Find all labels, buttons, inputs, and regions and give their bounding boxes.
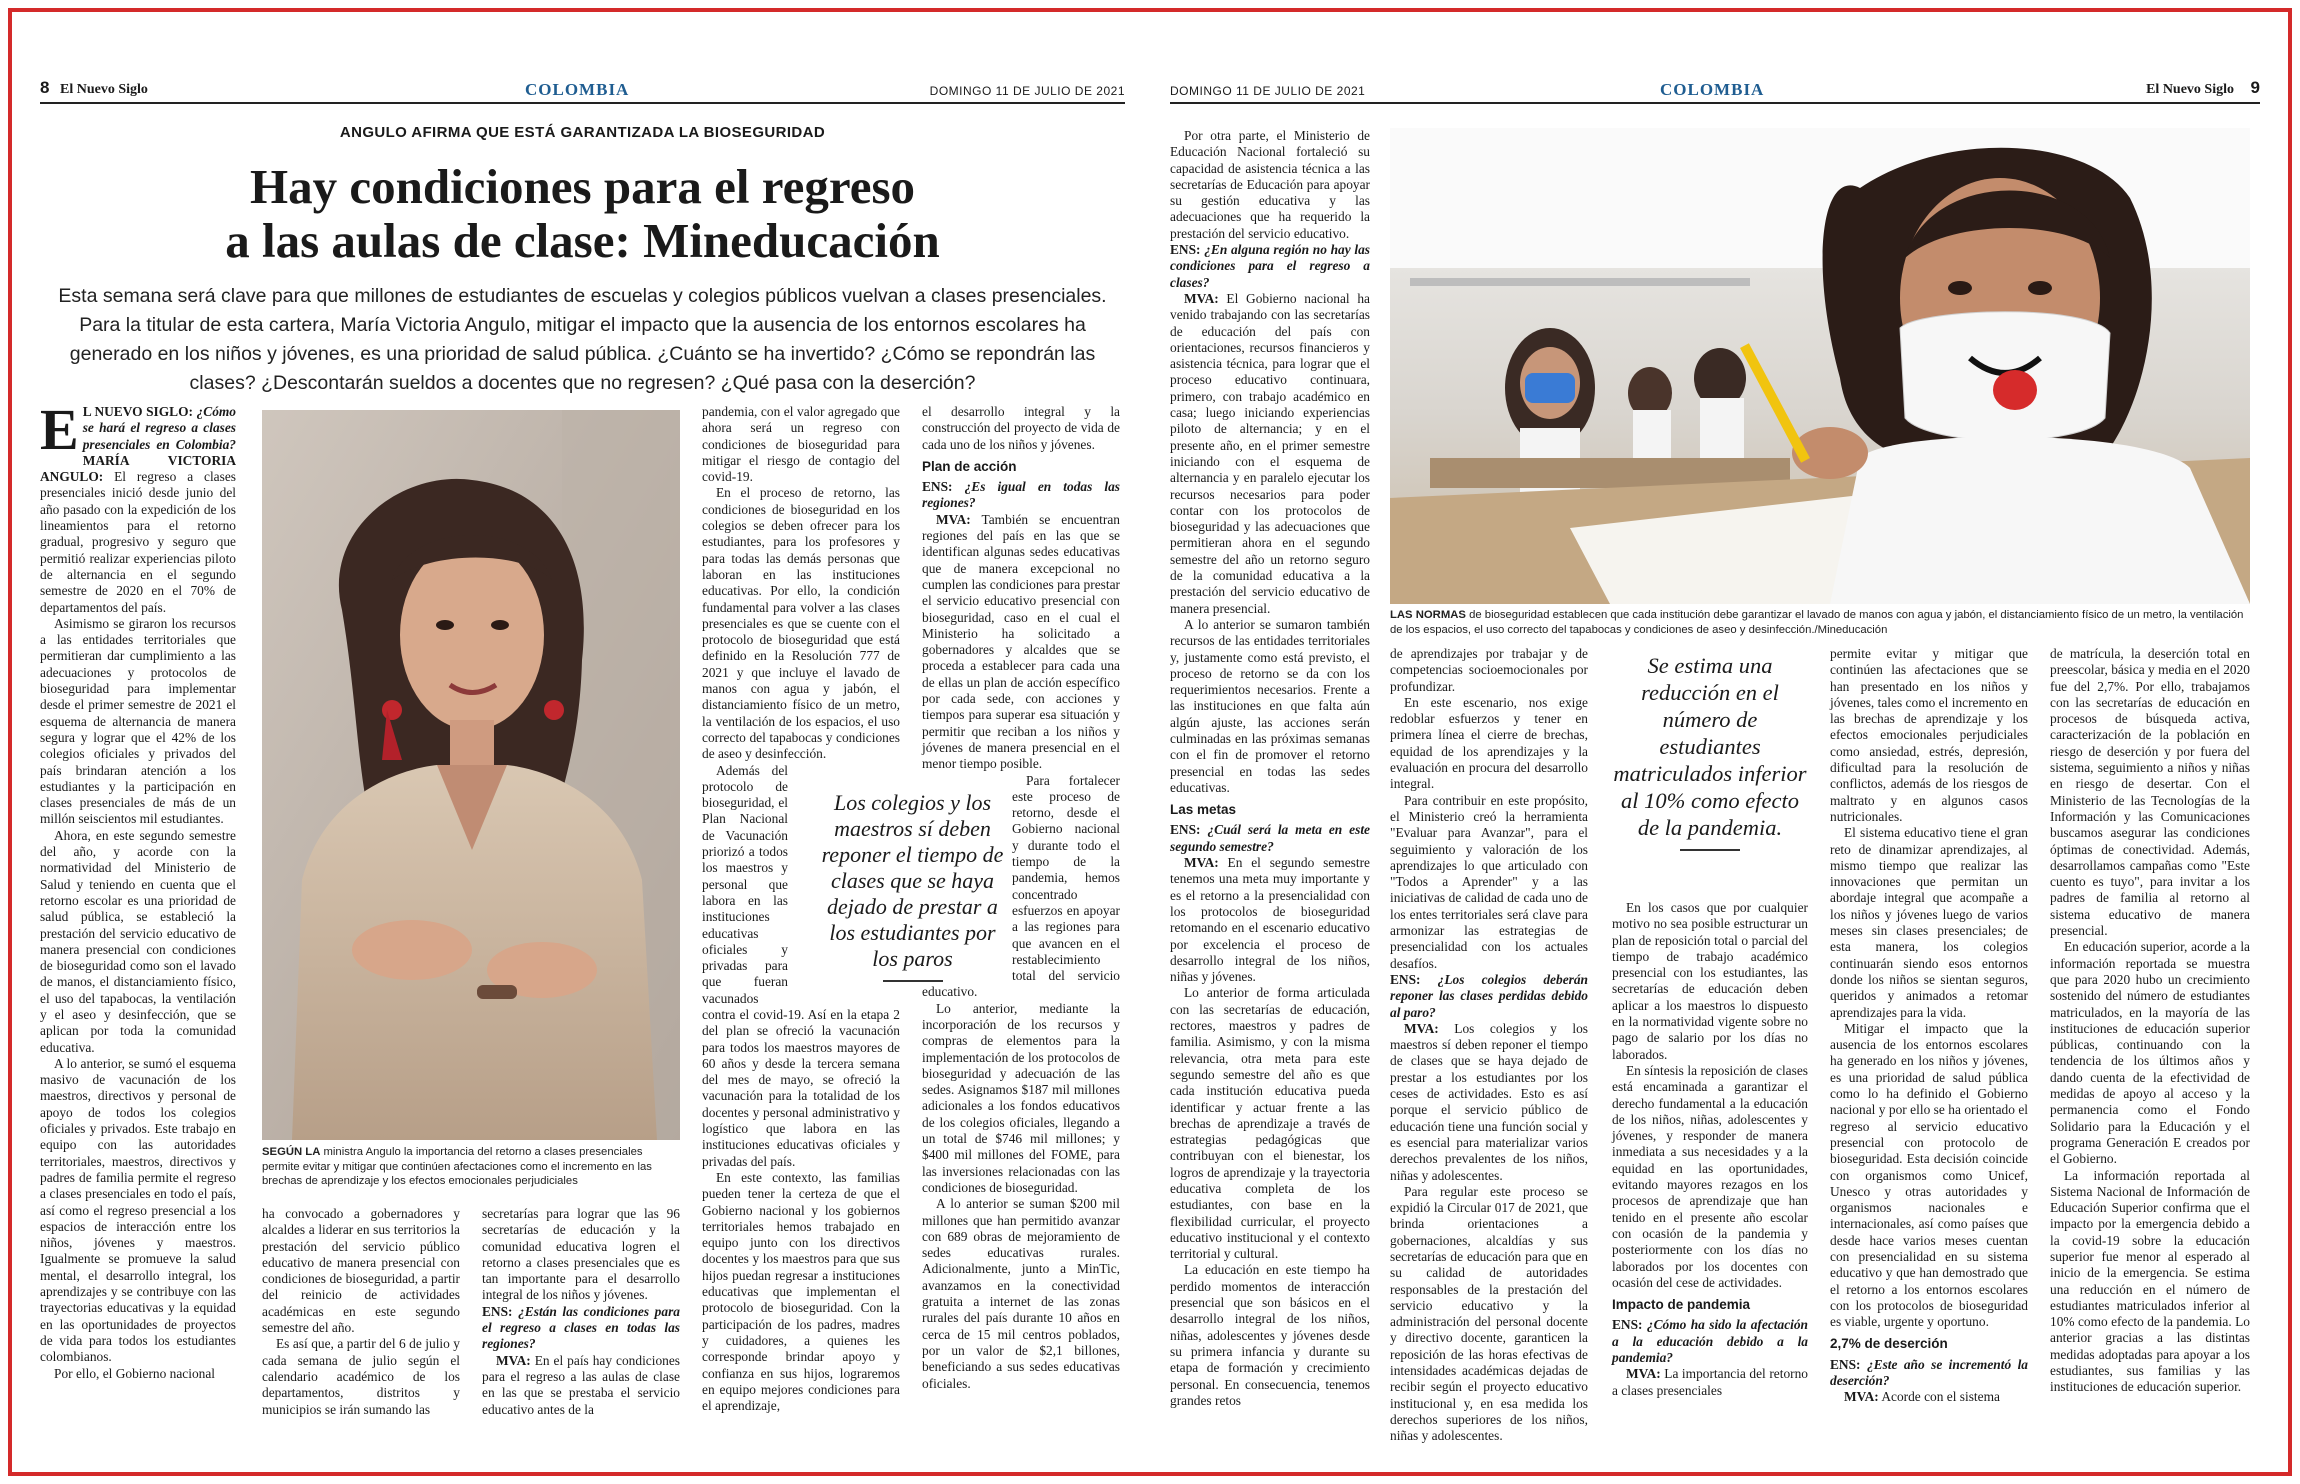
paragraph: En este escenario, nos exige redoblar esfuerzos y tener en primera línea el cierre de brechas, equidad de los aprendizajes y la evaluación en procura del desarrollo integral. [1390,694,1588,792]
subheading: Impacto de pandemia [1612,1297,1751,1313]
question: ¿Este año se incrementó la deserción? [1830,1356,2028,1389]
answer: En el país hay condiciones para el regreso a las aulas de clase en las que se prestaba el servicio educativo antes de la [482,1352,680,1417]
question-label: ENS: [1612,1317,1643,1333]
paragraph: de matrícula, la deserción total en preescolar, básica y media en el 2020 fue del 2,7%. Por ello, trabajamos con las secretarías de educación en procesos de búsqueda activa, caracterización de la población en riesgo de deserción y por fuera del sistema, seguimiento a niños y niñas en riesgo de desertar. Con el Ministerio de las Tecnologías de la Información y las Comunicaciones buscamos asegurar las condiciones óptimas de conectividad. Además, desarrollamos campañas como "Este cuento es tuyo", para invitar a los padres de familia al retorno al sistema educativo de manera presencial. [2050,646,2250,939]
article-deck: Esta semana será clave para que millones de estudiantes de escuelas y colegios públicos vuelvan a clases presenciales. Para la titular de esta cartera, María Victoria Angulo, mitigar el impacto que la ausencia de los entornos escolares ha generado en los niños y jóvenes, es una prioridad de salud pública. ¿Cuánto se ha invertido? ¿Cómo se repondrán las clases? ¿Descontarán sueldos a docentes que no regresen? ¿Qué pasa con la deserción? [58,285,1107,394]
question: ¿Cómo ha sido la afectación a la educación debido a la pandemia? [1612,1317,1808,1366]
article-kicker: ANGULO AFIRMA QUE ESTÁ GARANTIZADA LA BIOSEGURIDAD [339,124,826,141]
minister-portrait-photo [262,410,680,1140]
paragraph: secretarías para lograr que las 96 secretarías de educación y la comunidad educativa logren el retorno a clases presenciales que es tan importante para el desarrollo integral de los niños y jóvenes. [482,1206,680,1303]
question: ¿Los colegios deberán reponer las clases perdidas debido al paro? [1390,971,1588,1020]
paragraph: Por otra parte, el Ministerio de Educación Nacional fortaleció su capacidad de asistencia técnica a las secretarías de Educación para apoyar su gestión educativa y las adecuaciones que ha requerido la prestación del servicio educativo. [1170,128,1370,241]
paragraph: A lo anterior se sumaron también recursos de las entidades territoriales y, justamente como está previsto, el proceso de retorno se da con los requerimientos necesarios. Frente a las instituciones en que falta aún algún ajuste, las acciones serán culminadas en las próximas semanas con el fin de promover el retorno presencial en todas las sedes educativas. [1170,616,1370,795]
portrait-caption [262,1145,680,1189]
classroom-illustration [1390,128,2250,604]
headline-line-1: Hay condiciones para el regreso [249,159,916,214]
lead-question: ¿Cómo se hará el regreso a clases presenciales en Colombia? [82,404,236,452]
pull-quote-text: Los colegios y los maestros sí deben reponer el tiempo de clases que se haya dejado de prestar a los estudiantes por los paros [821,790,1004,971]
answer: Los colegios y los maestros sí deben reponer el tiempo de clases que se haya dejado de prestar a los estudiantes por los ceses de actividades. Esto es así porque el servicio público de educación tiene una función social y es esencial para materializar varios derechos prevalentes de los niños, niñas y adolescentes. [1390,1020,1588,1183]
caption-lead: SEGÚN LA [262,1146,321,1158]
left-running-header [40,74,1125,104]
paragraph: En síntesis la reposición de clases está encaminada a garantizar el derecho fundamental a la educación de los niños, niñas, adolescentes y jóvenes, y responder de manera inmediata a sus necesidades y a la equidad en las oportunidades, evitando mayores rezagos en los procesos de aprendizaje que han tenido en el presente año escolar con ocasión de la pandemia y posteriormente con los días no laborados por los docentes con ocasión del cese de actividades. [1612,1062,1808,1290]
answer-label: MVA: [1184,855,1219,871]
left-date: DOMINGO 11 DE JULIO DE 2021 [929,84,1125,98]
answer: El Gobierno nacional ha venido trabajando con las secretarías de educación del país con orientaciones, recursos financieros y asistencia técnica, para lograr que el proceso educativo continuara, primero, con trabajo académico en casa; luego iniciando experiencias piloto de alternancia; y en el presente año, en el primer semestre iniciando con el esquema de alternancia y en paralelo ejecutar los recursos necesarios para poder contar con los protocolos de bioseguridad y las adecuaciones que permitieran ahora en el segundo semestre del año un retorno seguro de la comunidad educativa a la prestación del servicio educativo de manera presencial. [1170,290,1370,616]
right-date: DOMINGO 11 DE JULIO DE 2021 [1170,84,1366,98]
right-column-4 [1830,646,2028,1416]
paragraph: En los casos que por cualquier motivo no sea posible estructurar un plan de reposición total o parcial del tiempo de trabajo académico presencial con los estudiantes, las secretarías de educación deben aplicar a los maestros lo dispuesto en la normatividad vigente sobre no pago de salario por los días no laborados. [1612,900,1808,1062]
paragraph: A lo anterior, se sumó el esquema masivo de vacunación de los maestros, directivos y personal de apoyo de todos los colegios oficiales y privados. Este trabajo en equipo con las autoridades territoriales, maestros, directivos y padres de familia permite el regreso a clases presenciales en todo el país, así como el regreso presencial a los espacios de interacción entre los niños, jóvenes y maestros. Igualmente se promueve la salud mental, el desarrollo integral, los aprendizajes y se contribuye con las trayectorias educativas y la equidad en las oportunidades de proyectos de vida para todos los estudiantes colombianos. [40,1055,236,1365]
right-column-5 [2050,646,2250,1416]
answer-label: MVA: [1626,1366,1661,1382]
right-running-header [1170,74,2260,104]
answer-label: MVA: [1184,290,1219,306]
paragraph: pandemia, con el valor agregado que ahora será un regreso con condiciones de bioseguridad para mitigar el riesgo de contagio del covid-19. [702,404,900,485]
right-column-1 [1170,128,1370,1416]
question: ¿Es igual en todas las regiones? [922,479,1120,511]
answer-label: MARÍA VICTORIA ANGULO: [40,452,236,485]
caption-lead: LAS NORMAS [1390,609,1466,621]
left-column-3 [482,1206,680,1416]
pull-quote-text: Se estima una reducción en el número de estudiantes matriculados inferior al 10% como efecto de la pandemia. [1613,653,1807,840]
question-label: ENS: [1170,242,1201,258]
classroom-caption [1390,608,2250,637]
paragraph: permite evitar y mitigar que continúen las afectaciones que se han presentado en los niños y jóvenes, tales como el incremento en las brechas de aprendizaje y los efectos emocionales perjudiciales como ansiedad, estrés, depresión, dificultad para la resolución de conflictos, además de los riesgos de maltrato y en algunos casos nutricionales. [1830,646,2028,824]
paragraph: Es así que, a partir del 6 de julio y cada semana de julio según el calendario académico de los departamentos, distritos y municipios se irán sumando las [262,1336,460,1417]
paragraph: En el proceso de retorno, las condiciones de bioseguridad en los colegios se deben ofrecer para los estudiantes, para los profesores y para todas las demás personas que laboran en las instituciones educativas. Por ello, la condición fundamental para volver a las clases presenciales es que se cuente con el protocolo de bioseguridad que está definido en la Resolución 777 de 2021 y que incluye el lavado de manos con agua y jabón, el distanciamiento físico de un metro, la ventilación de los espacios, el uso correcto del tapabocas y condiciones de aseo y desinfección. [702,485,900,762]
subheading: 2,7% de deserción [1830,1336,1948,1352]
caption-text: de bioseguridad establecen que cada institución debe garantizar el lavado de manos con agua y jabón, el distanciamiento físico de un metro, la ventilación de los espacios, el uso correcto del tapabocas y condiciones de aseo y desinfección./Mineducación [1390,609,2244,636]
answer: También se encuentran regiones del país en las que se identifican algunas sedes educativas que de manera excepcional no cumplen las condiciones para prestar el servicio educativo presencial con bioseguridad, caso en el cual el Ministerio ha solicitado a gobernadores y alcaldes que se proceda a establecer para cada una de ellas un plan de acción específico por cada sede, con acciones y tiempos para superar esa situación y permitir que reciban a los niños y jóvenes de manera presencial en el menor tiempo posible. [922,511,1120,772]
question-label: ENS: [1830,1356,1861,1372]
paragraph: Para regular este proceso se expidió la Circular 017 de 2021, que brinda orientaciones a gobernaciones, alcaldías y sus secretarías de educación para que en su calidad de autoridades responsables de la prestación del servicio educativo y la administración del personal docente y directivo docente, garanticen la reposición de las horas efectivas de intensidades académicas dejadas de recibir según el proyecto educativo institucional y, en esa medida los derechos superiores de los niños, niñas y adolescentes. [1390,1183,1588,1444]
paragraph: de aprendizajes por trabajar y de competencias socioemocionales por profundizar. [1390,646,1588,694]
right-column-2 [1390,646,1588,1444]
right-pull-quote [1612,652,1808,851]
question: ¿Cuál será la meta en este segundo semestre? [1170,822,1370,854]
left-column-1 [40,397,236,1416]
paragraph: Asimismo se giraron los recursos a las entidades territoriales que permitieran dar cumplimiento a las adecuaciones y protocolos de bioseguridad para implementar desde el primer semestre de 2021 el esquema de alternancia de manera segura y lograr que el 42% de los colegios oficiales y privados del país brindaran atención a los estudiantes y la participación en clases presenciales de más de un millón seiscientos mil estudiantes. [40,615,236,827]
paragraph: Lo anterior, mediante la incorporación de los recursos y compras de elementos para la implementación de los protocolos de bioseguridad y adecuación de las sedes. Asignamos $187 mil millones adicionales a los fondos educativos de los colegios oficiales, llegando a un total de $746 mil millones; y $400 mil millones del FOME, para las inversiones relacionadas con las condiciones de bioseguridad. [922,1000,1120,1195]
question: ¿En alguna región no hay las condiciones para el regreso a clases? [1170,242,1370,290]
paragraph: Mitigar el impacto que la ausencia de los entornos escolares ha generado en los niños y jóvenes, es una prioridad de salud pública como lo ha definido el Gobierno nacional y por ello se ha orientado el regreso al servicio educativo presencial con protocolo de bioseguridad. Esta decisión coincide con organismos como Unicef, Unesco y otras autoridades y organismos nacionales e internacionales, así como países que desde hace varios meses cuentan con presencialidad en su sistema educativo y que han demostrado que el retorno a los entornos escolares con los protocolos de bioseguridad es viable, urgente y oportuno. [1830,1020,2028,1330]
subheading: Plan de acción [922,458,1017,474]
answer-label: MVA: [1844,1389,1879,1405]
question-label: ENS: [1390,971,1421,987]
left-page-number: 8 [40,78,50,97]
answer-label: MVA: [1404,1020,1439,1036]
lead-answer: El regreso a clases presenciales inició desde junio del año pasado con la expedición de los lineamientos para el retorno gradual, progresivo y seguro que permitió realizar experiencias piloto de alternancia en el segundo semestre de 2020 en el 70% de departamentos del país. [40,469,236,615]
caption-text: ministra Angulo la importancia del retorno a clases presenciales permite evitar y mitigar que continúen afectaciones como el incremento en las brechas de aprendizaje y los efectos emocionales perjudiciales [262,1146,652,1187]
answer: La importancia del retorno a clases presenciales [1612,1366,1808,1398]
question-label: ENS: [1170,822,1201,838]
left-section-label: COLOMBIA [525,80,630,99]
answer: En el segundo semestre tenemos una meta muy importante y es el retorno a la presencialidad con los protocolos de bioseguridad retomando en el escenario educativo por excelencia el proceso de desarrollo integral de los niños, niñas y jóvenes. [1170,855,1370,985]
paragraph: Además del protocolo de bioseguridad, el Plan Nacional de Vacunación priorizó a todos los maestros y personal que labora en las instituciones educativas oficiales y privadas para que fueran vacunados contra el covid-19. Así en la etapa 2 del plan se ofreció la vacunación para todos los maestros mayores de 60 años y desde la tercera semana del mes de mayo, se ofreció la vacunación para la totalidad de los docentes y personal administrativo y logístico que labora en las instituciones educativas oficiales y privadas del país. [702,762,900,1169]
paragraph: Lo anterior de forma articulada con las secretarías de educación, rectores, maestros y padres de familia. Asimismo, y con la misma relevancia, otra meta para este segundo semestre del año es que cada institución educativa pueda identificar y actuar frente a las brechas de aprendizaje a través de estrategias pedagógicas que contribuyan con el bienestar, los logros de aprendizaje y la trayectoria educativa completa de los estudiantes, con base en la flexibilidad curricular, el proyecto educativo institucional y el contexto territorial y cultural. [1170,985,1370,1262]
paragraph: En este contexto, las familias pueden tener la certeza de que el Gobierno nacional y los gobiernos territoriales hemos trabajado en equipo junto con los directivos docentes y los maestros para que sus hijos puedan regresar a instituciones educativas que implementan el protocolo de bioseguridad. Con la participación de los padres, madres y cuidadores, a quienes les corresponde brindar apoyo y confianza en sus hijos, lograremos en equipo mejores condiciones para el aprendizaje, [702,1169,900,1414]
paragraph: ha convocado a gobernadores y alcaldes a liderar en sus territorios la prestación del servicio público educativo de manera presencial con condiciones de bioseguridad, a partir del reinicio de actividades académicas en este segundo semestre del año. [262,1206,460,1336]
pull-quote-rule [1680,849,1740,851]
interviewer-label: L NUEVO SIGLO: [82,404,193,419]
question-label: ENS: [482,1303,513,1319]
answer: Acorde con el sistema [1881,1389,2000,1405]
question: ¿Están las condiciones para el regreso a clases en todas las regiones? [482,1303,680,1352]
paragraph: Para fortalecer este proceso de retorno, desde el Gobierno nacional y durante todo el tiempo de la pandemia, hemos concentrado esfuerzos en apoyar a las regiones para que avancen en el restablecimiento total del servicio educativo. [922,772,1120,1000]
paragraph: A lo anterior se suman $200 mil millones que han permitido avanzar con 689 obras de mejoramiento de sedes educativas rurales. Adicionalmente, junto a MinTic, avanzamos en la conectividad gratuita a internet de las zonas rurales del país durante 10 años en cerca de 15 mil centros poblados, por un valor de $2,1 billones, beneficiando a sus sedes educativas oficiales. [922,1196,1120,1391]
paragraph: El sistema educativo tiene el gran reto de dinamizar aprendizajes, al mismo tiempo que realizar las innovaciones que permitan un abordaje integral que acompañe a los niños y jóvenes luego de varios meses sin clases presenciales; de esta manera, los colegios continuarán siendo esos entornos donde los niños se sientan seguros, queridos y animados a retomar aprendizajes para la vida. [1830,825,2028,1020]
answer-label: MVA: [936,511,971,527]
paragraph: En educación superior, acorde a la información reportada se muestra que para 2020 hubo un crecimiento sostenido del número de estudiantes matriculados, en la mayoría de las instituciones de educación superior públicas, continuando con la tendencia de los últimos años y dando cuenta de la efectividad de medidas de apoyo al acceso y la permanencia como el Fondo Solidario para la Educación y el programa Generación E creados por el Gobierno. [2050,939,2250,1167]
paragraph: La información reportada al Sistema Nacional de Información de Educación Superior confirma que el impacto por la emergencia debido a la covid-19 sobre la educación superior fue menor al esperado al inicio de la emergencia. Se estima una reducción en el número de estudiantes matriculados inferior al 10% como efecto de la pandemia. Lo anterior gracias a las distintas medidas adoptadas para apoyar a los estudiantes, sus familias y las instituciones de educación superior. [2050,1167,2250,1395]
paragraph: el desarrollo integral y la construcción del proyecto de vida de cada uno de los niños y jóvenes. [922,404,1120,452]
question-label: ENS: [922,479,953,495]
left-column-2 [262,1206,460,1416]
subheading: Las metas [1170,802,1237,818]
right-section-label: COLOMBIA [1660,80,1765,99]
classroom-photo [1390,128,2250,604]
right-column-3 [1612,900,1808,1416]
article-headline [40,160,1125,268]
left-column-5 [922,404,1120,1416]
right-page-number: 9 [2250,78,2260,97]
right-paper-name: El Nuevo Siglo [2146,82,2234,97]
headline-line-2: a las aulas de clase: Mineducación [225,213,940,268]
paragraph: Ahora, en este segundo semestre del año, y acorde con la normatividad del Ministerio de Salud y teniendo en cuenta que el retorno escolar es una prioridad de salud pública, se estableció la prestación del servicio educativo de manera presencial con condiciones de bioseguridad como son el lavado de manos, el distanciamiento físico, el uso del tapabocas, la ventilación y el aseo y desinfección, que se aplican por toda la comunidad educativa. [40,827,236,1055]
left-paper-name: El Nuevo Siglo [60,82,148,97]
paragraph: Para contribuir en este propósito, el Ministerio creó la herramienta "Evaluar para Avanzar", para el seguimiento y valoración de los aprendizajes lo que articulado con "Todos a Aprender" y a las iniciativas de calidad de cada uno de los entes territoriales será clave para armonizar las estrategias de presencialidad con los actuales desafíos. [1390,792,1588,971]
portrait-illustration [262,410,680,1140]
paragraph: La educación en este tiempo ha perdido momentos de interacción presencial que son básicos en el desarrollo integral de los niños, niñas, adolescentes y jóvenes desde su primera infancia y durante su etapa de formación y crecimiento personal. En consecuencia, tenemos grandes retos [1170,1262,1370,1408]
dropcap: E [40,397,79,462]
paragraph: Por ello, el Gobierno nacional [54,1365,216,1381]
answer-label: MVA: [496,1352,531,1368]
